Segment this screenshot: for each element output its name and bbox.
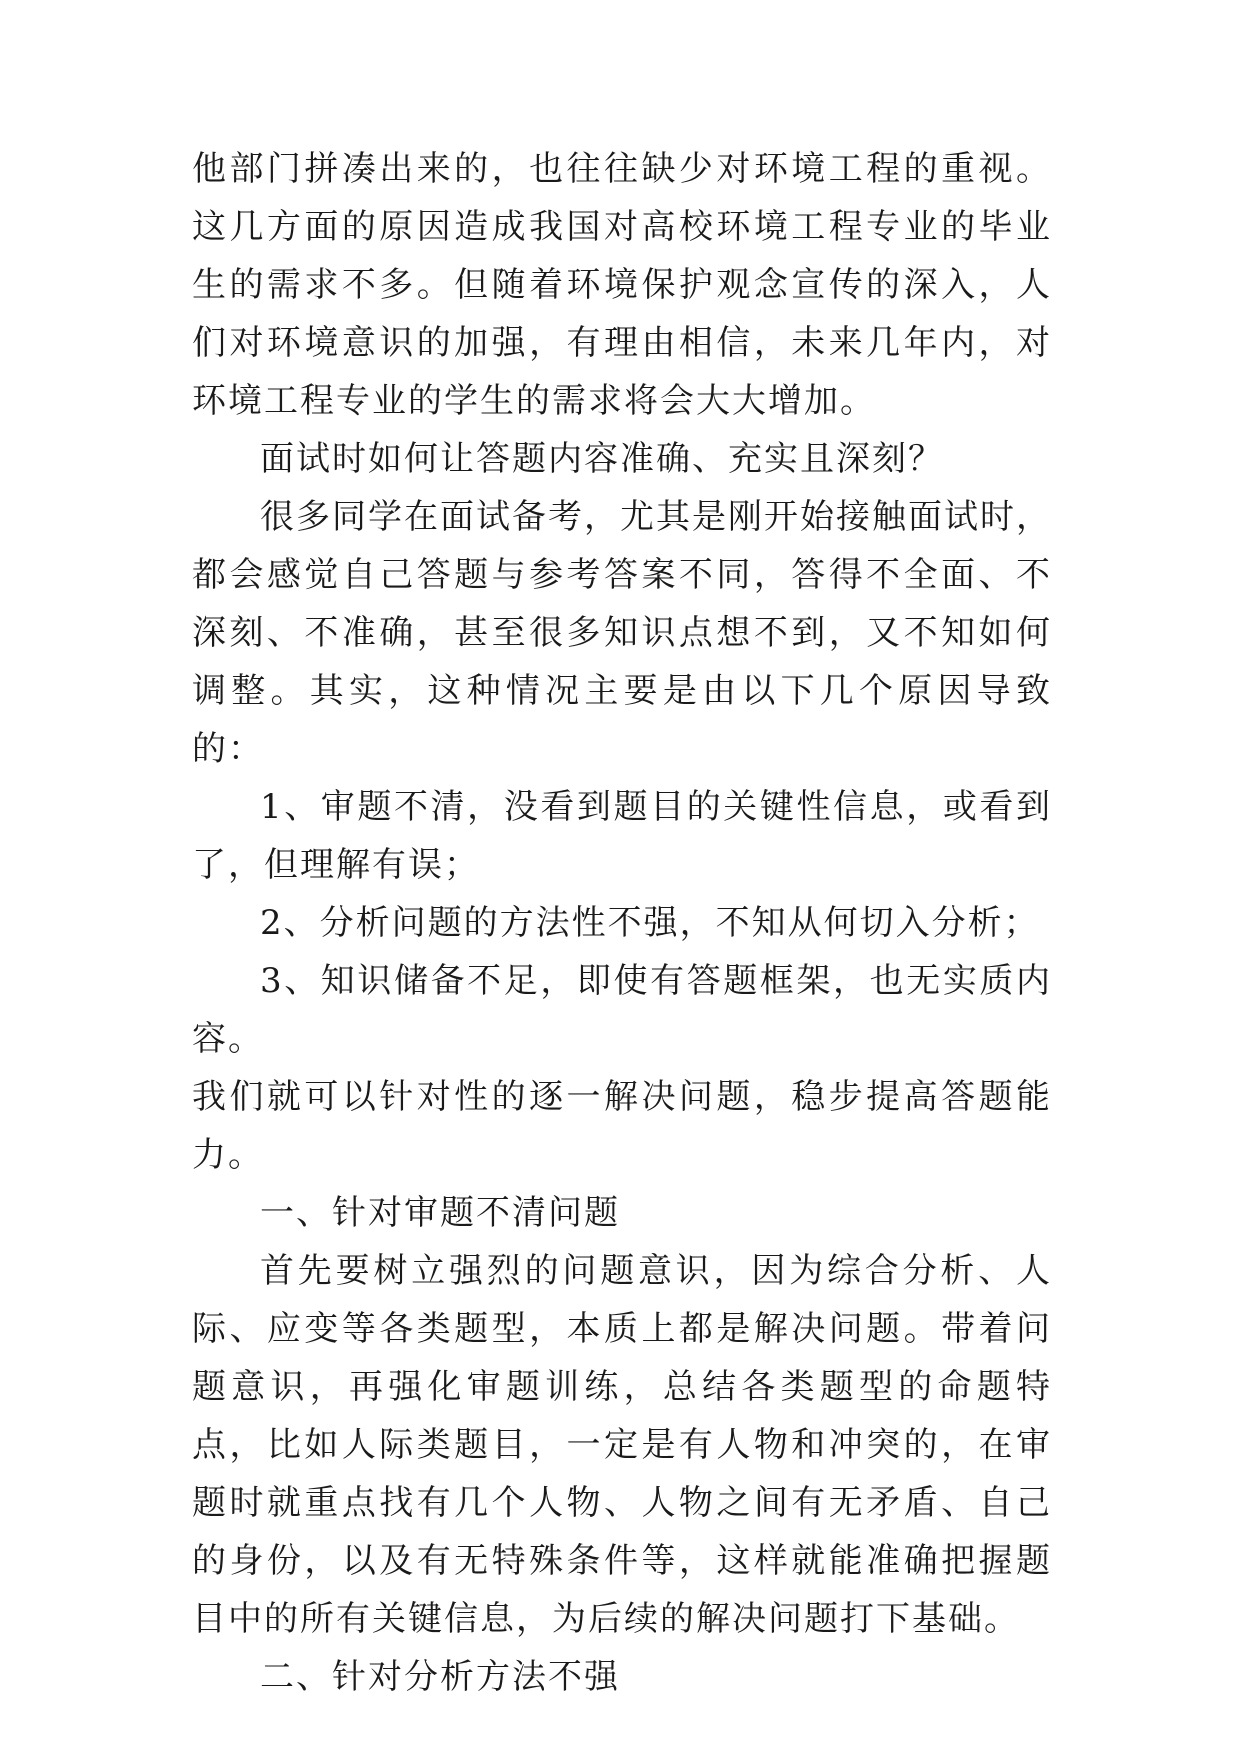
paragraph-continuation: 他部门拼凑出来的，也往往缺少对环境工程的重视。这几方面的原因造成我国对高校环境工程专业的毕业生的需求不多。但随着环境保护观念宣传的深入，人们对环境意识的加强，有理由相信，未来几年内，对环境工程专业的学生的需求将会大大增加。 — [192, 149, 1052, 421]
paragraph-question: 面试时如何让答题内容准确、充实且深刻？ — [260, 439, 944, 479]
paragraph-summary: 我们就可以针对性的逐一解决问题，稳步提高答题能力。 — [192, 1077, 1052, 1175]
list-item-2: 2、分析问题的方法性不强，不知从何切入分析； — [260, 903, 1040, 943]
paragraph-section-1: 首先要树立强烈的问题意识，因为综合分析、人际、应变等各类题型，本质上都是解决问题。带着问题意识，再强化审题训练，总结各类题型的命题特点，比如人际类题目，一定是有人物和冲突的，在审题时就重点找有几个人物、人物之间有无矛盾、自己的身份，以及有无特殊条件等，这样就能准确把握题目中的所有关键信息，为后续的解决问题打下基础。 — [192, 1251, 1052, 1639]
list-item-3: 3、知识储备不足，即使有答题框架，也无实质内容。 — [192, 961, 1052, 1059]
document-body — [192, 140, 1052, 1706]
section-heading-1: 一、针对审题不清问题 — [260, 1193, 620, 1233]
paragraph-intro: 很多同学在面试备考，尤其是刚开始接触面试时，都会感觉自己答题与参考答案不同，答得不全面、不深刻、不准确，甚至很多知识点想不到，又不知如何调整。其实，这种情况主要是由以下几个原因导致的： — [192, 497, 1052, 769]
list-item-1: 1、审题不清，没看到题目的关键性信息，或看到了，但理解有误； — [192, 787, 1052, 885]
section-heading-2: 二、针对分析方法不强 — [260, 1657, 620, 1697]
